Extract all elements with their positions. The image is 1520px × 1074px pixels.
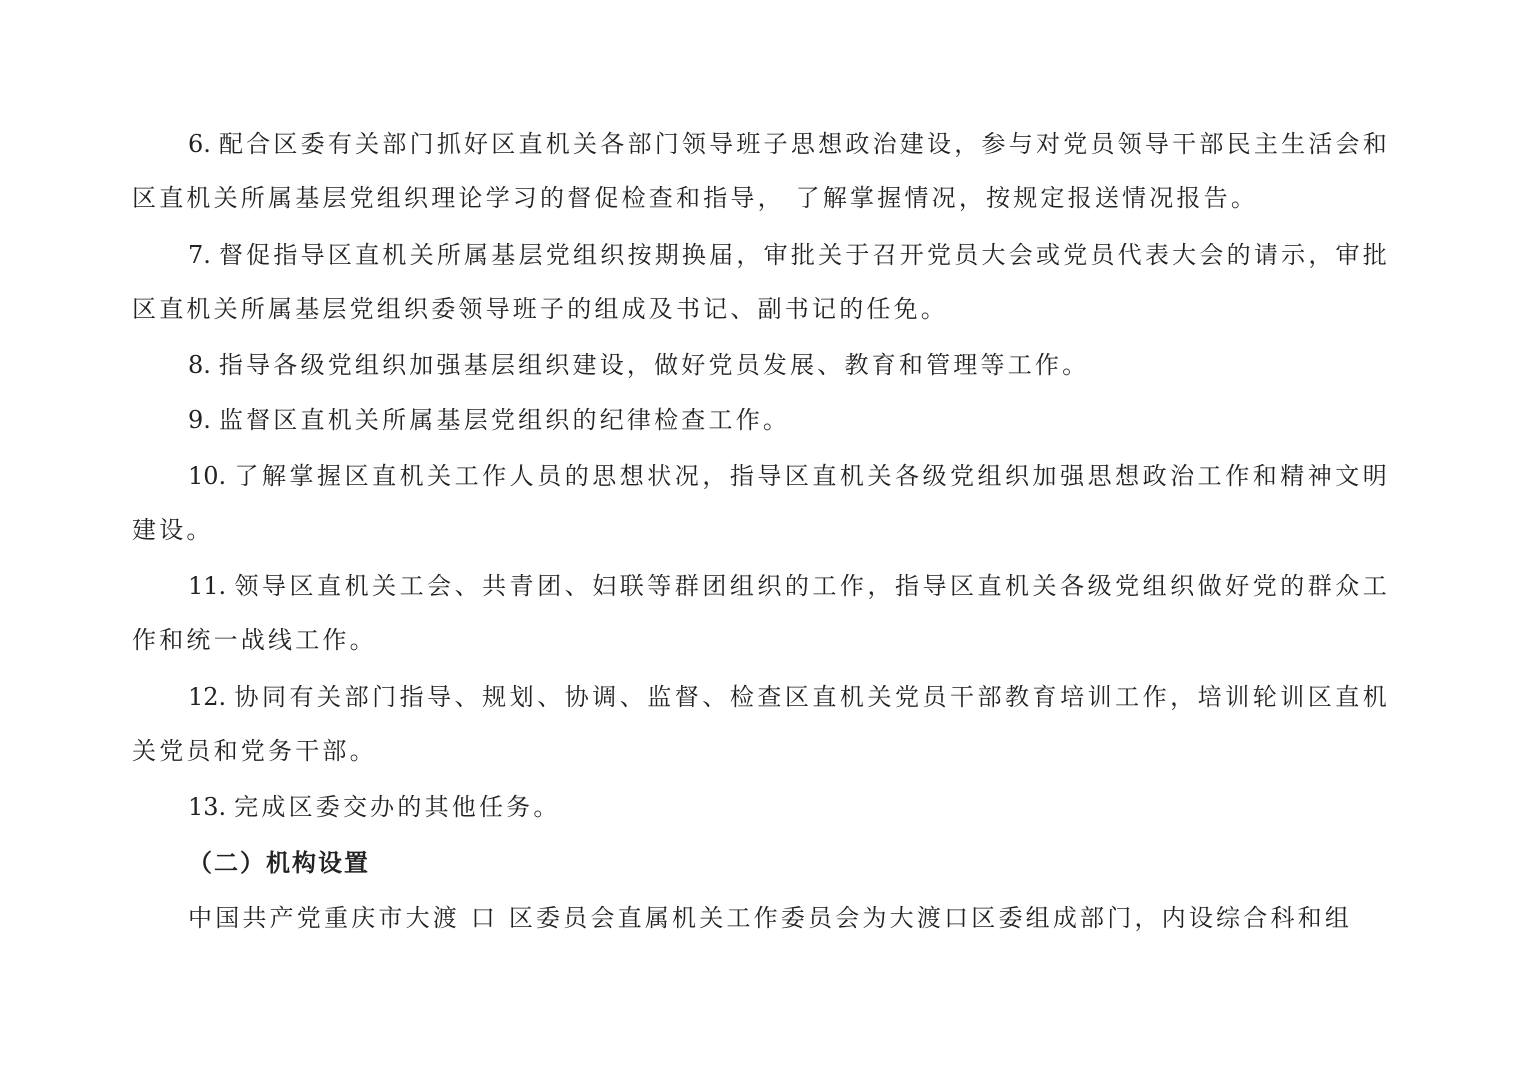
paragraph-item-9 — [132, 393, 1390, 447]
item-number: 11. — [188, 572, 227, 600]
paragraph-text: 督促指导区直机关所属基层党组织按期换届，审批关于召开党员大会或党员代表大会的请示，审批区直机关所属基层党组织委领导班子的组成及书记、副书记的任免。 — [132, 241, 1390, 323]
paragraph-item-6 — [132, 117, 1390, 225]
paragraph-item-11 — [132, 559, 1390, 667]
paragraph-item-7 — [132, 228, 1390, 336]
section-heading: （二）机构设置 — [188, 849, 370, 877]
item-number: 8. — [188, 351, 211, 379]
item-number: 10. — [188, 462, 227, 490]
item-number: 7. — [188, 241, 211, 269]
paragraph-text: 协同有关部门指导、规划、协调、监督、检查区直机关党员干部教育培训工作，培训轮训区直机关党员和党务干部。 — [132, 683, 1390, 765]
paragraph-text: 了解掌握区直机关工作人员的思想状况，指导区直机关各级党组织加强思想政治工作和精神文明建设。 — [132, 462, 1390, 544]
paragraph-item-10 — [132, 449, 1390, 557]
paragraph-item-13 — [132, 780, 1390, 834]
paragraph-text: 完成区委交办的其他任务。 — [234, 793, 561, 821]
paragraph-text: 领导区直机关工会、共青团、妇联等群团组织的工作，指导区直机关各级党组织做好党的群众工作和统一战线工作。 — [132, 572, 1390, 654]
paragraph-text: 配合区委有关部门抓好区直机关各部门领导班子思想政治建设，参与对党员领导干部民主生活会和区直机关所属基层党组织理论学习的督促检查和指导， 了解掌握情况，按规定报送情况报告。 — [132, 130, 1390, 212]
paragraph-item-8 — [132, 338, 1390, 392]
item-number: 13. — [188, 793, 227, 821]
item-number: 9. — [188, 406, 211, 434]
item-number: 6. — [188, 130, 211, 158]
paragraph-text: 指导各级党组织加强基层组织建设，做好党员发展、教育和管理等工作。 — [218, 351, 1090, 379]
paragraph-item-12 — [132, 670, 1390, 778]
final-paragraph: 中国共产党重庆市大渡 口 区委员会直属机关工作委员会为大渡口区委组成部门，内设综合科和组 — [188, 904, 1353, 932]
paragraph-text: 监督区直机关所属基层党组织的纪律检查工作。 — [218, 406, 791, 434]
item-number: 12. — [188, 683, 227, 711]
